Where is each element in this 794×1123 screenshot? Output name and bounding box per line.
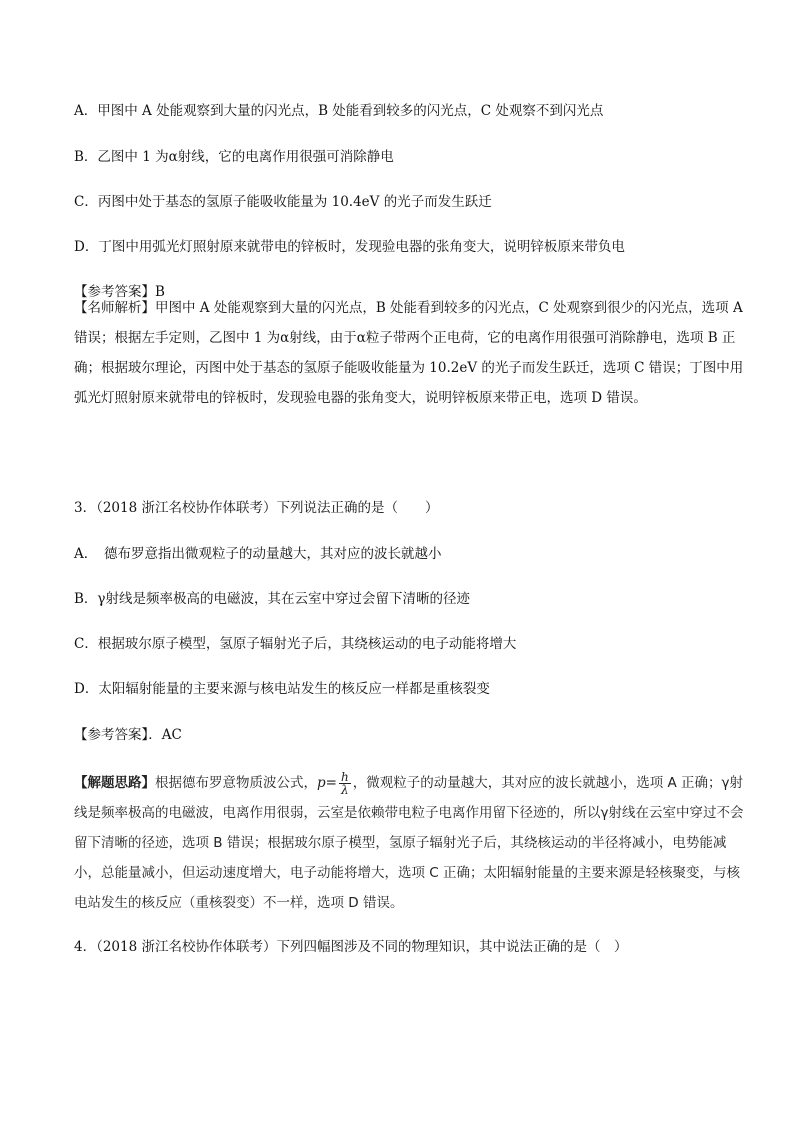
formula-numerator: h bbox=[340, 769, 349, 784]
analysis-tag: 【名师解析】 bbox=[74, 300, 155, 316]
reference-answer-q3: 【参考答案】．AC bbox=[74, 727, 182, 743]
q3-option-d: D．太阳辐射能量的主要来源与核电站发生的核反应一样都是重核裂变 bbox=[74, 681, 490, 697]
question-3-stem: 3．（2018 浙江名校协作体联考）下列说法正确的是（ ） bbox=[74, 500, 439, 516]
option-b: B．乙图中 1 为α射线，它的电离作用很强可消除静电 bbox=[74, 149, 394, 165]
analysis-text: 甲图中 A 处能观察到大量的闪光点，B 处能看到较多的闪光点，C 处观察到很少的闪光点，选项 A 错误；根据左手定则，乙图中 1 为α射线，由于α粒子带两个正电荷，它的电离作用很强可消除静电，选项 B 正确；根据玻尔理论，丙图中处于基态的氢原子能吸收能量为 10.2eV 的光子而发生跃迁，选项 C 错误；丁图中用弧光灯照射原来就带电的锌板时，发现验电器的张角变大，说明锌板原来带正电，选项 D 错误。 bbox=[74, 300, 744, 406]
formula-denominator: λ bbox=[341, 782, 349, 797]
q3-option-c: C．根据玻尔原子模型，氢原子辐射光子后，其绕核运动的电子动能将增大 bbox=[74, 636, 517, 652]
q3-option-a: A． 德布罗意指出微观粒子的动量越大，其对应的波长就越小 bbox=[74, 546, 442, 562]
formula-fraction bbox=[339, 771, 351, 796]
thinking-part1: 根据德布罗意物质波公式， bbox=[155, 775, 317, 791]
thinking-tag: 【解题思路】 bbox=[74, 775, 155, 791]
analysis-q2 bbox=[74, 293, 746, 413]
thinking-rest: γ射线是频率极高的电磁波，电离作用很弱，云室是依赖带电粒子电离作用留下径迹的，所以γ射线在云室中穿过不会留下清晰的径迹，选项 B 错误；根据玻尔原子模型，氢原子辐射光子后，其绕核运动的半径将减小，电势能减小，总能量减小，但运动速度增大，电子动能将增大，选项 C 正确；太阳辐射能量的主要来源是轻核聚变，与核电站发生的核反应（重核裂变）不一样，选项 D 错误。 bbox=[74, 775, 744, 911]
question-4-stem: 4．（2018 浙江名校协作体联考）下列四幅图涉及不同的物理知识，其中说法正确的是（ ） bbox=[74, 939, 628, 955]
q3-option-b: B．γ射线是频率极高的电磁波，其在云室中穿过会留下清晰的径迹 bbox=[74, 591, 470, 607]
formula-p: p= bbox=[317, 775, 337, 791]
option-d: D．丁图中用弧光灯照射原来就带电的锌板时，发现验电器的张角变大，说明锌板原来带负电 bbox=[74, 239, 625, 255]
option-c: C．丙图中处于基态的氢原子能吸收能量为 10.4eV 的光子而发生跃迁 bbox=[74, 194, 492, 210]
solution-thinking-q3 bbox=[74, 768, 746, 918]
option-a: A．甲图中 A 处能观察到大量的闪光点，B 处能看到较多的闪光点，C 处观察不到闪光点 bbox=[74, 103, 604, 119]
thinking-part2: ，微观粒子的动量越大，其对应的波长就越小，选项 A 正确； bbox=[352, 775, 722, 791]
reference-answer-q2: 【参考答案】B bbox=[74, 284, 165, 300]
